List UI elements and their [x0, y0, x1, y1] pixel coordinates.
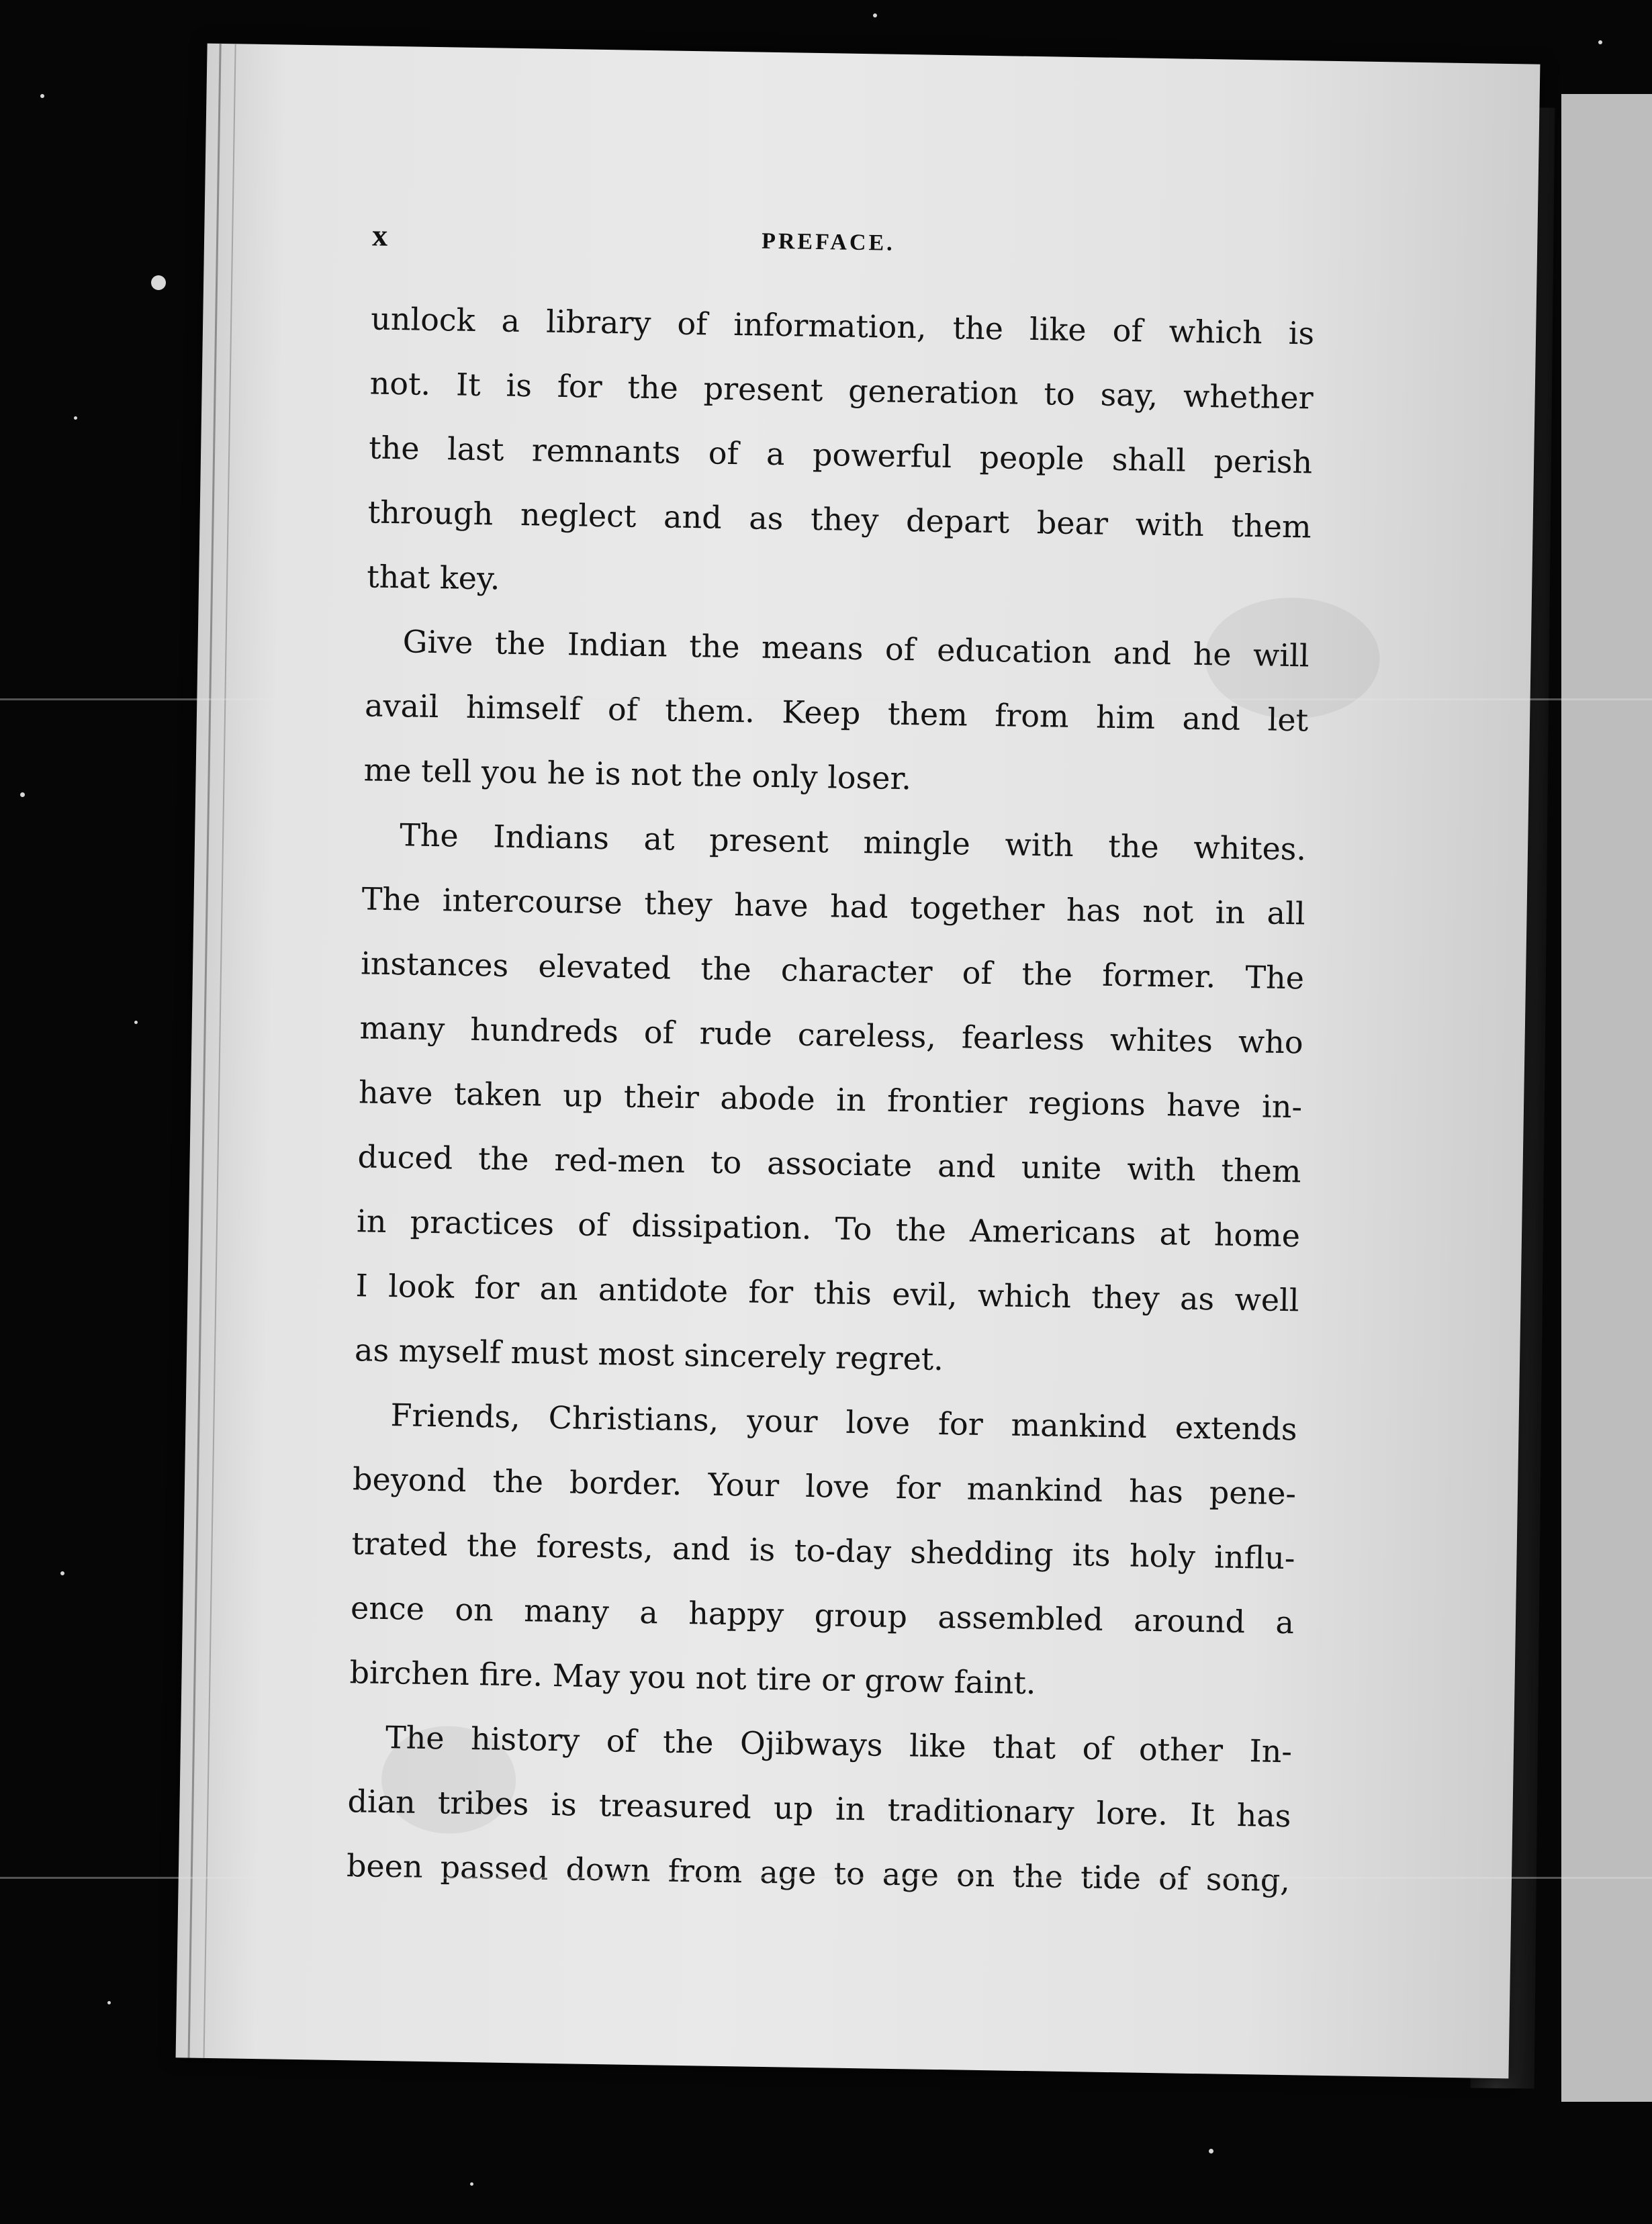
text-line: many hundreds of rude careless, fearless whites who: [359, 1009, 1303, 1061]
book-page: [176, 44, 1541, 2079]
text-line: me tell you he is not the only loser.: [363, 751, 912, 797]
adjacent-page-edge: [1561, 94, 1652, 2102]
text-line: avail himself of them. Keep them from him and let: [364, 687, 1309, 739]
text-line: The Indians at present mingle with the whites.: [399, 817, 1307, 868]
film-speck: [470, 2182, 473, 2186]
text-line: I look for an antidote for this evil, which they as well: [355, 1267, 1299, 1319]
text-line: in practices of dissipation. To the Americans at home: [356, 1203, 1301, 1254]
running-head: PREFACE.: [761, 228, 895, 256]
text-line: as myself must most sincerely regret.: [354, 1332, 944, 1378]
text-line: not. It is for the present generation to say, whether: [369, 365, 1314, 416]
text-line: been passed down from age to age on the tide of song,: [346, 1847, 1291, 1899]
text-line: the last remnants of a powerful people shall perish: [368, 429, 1313, 481]
page-binding-edge: [188, 44, 236, 2058]
text-line: have taken up their abode in frontier regions have in-: [358, 1074, 1303, 1125]
text-line: beyond the border. Your love for mankind has pene-: [352, 1461, 1297, 1512]
film-speck: [40, 94, 44, 98]
text-line: instances elevated the character of the former. The: [360, 945, 1305, 997]
paragraph: [366, 286, 1314, 623]
text-line: Friends, Christians, your love for mankind extends: [390, 1397, 1297, 1448]
paragraph: [363, 608, 1310, 817]
paragraph: [346, 1704, 1292, 1912]
film-speck: [873, 13, 877, 17]
film-speck: [74, 416, 77, 420]
page-header: [372, 217, 1380, 273]
text-line: trated the forests, and is to-day shedding its holy influ-: [351, 1525, 1295, 1577]
text-line: unlock a library of information, the like of which is: [370, 300, 1315, 352]
text-line: The intercourse they have had together has not in all: [361, 880, 1305, 932]
text-line: ence on many a happy group assembled around a: [350, 1589, 1295, 1641]
film-speck: [134, 1021, 138, 1024]
film-speck: [151, 275, 166, 290]
text-line: The history of the Ojibways like that of other In-: [385, 1719, 1293, 1770]
film-speck: [107, 2001, 111, 2004]
film-scratch-line: [0, 698, 1652, 700]
text-line: birchen fire. May you not tire or grow faint.: [349, 1654, 1036, 1702]
body-text: [346, 286, 1315, 1912]
film-speck: [60, 1571, 64, 1575]
text-line: dian tribes is treasured up in traditionary lore. It has: [347, 1783, 1291, 1835]
text-line: that key.: [366, 558, 500, 597]
text-line: duced the red-men to associate and unite with them: [357, 1138, 1301, 1190]
page-number: x: [371, 218, 388, 252]
film-scratch-line: [0, 1877, 1652, 1879]
film-speck: [1598, 40, 1602, 44]
paragraph: [349, 1382, 1297, 1719]
paragraph: [354, 802, 1306, 1397]
film-speck: [20, 792, 25, 797]
text-line: Give the Indian the means of education and he will: [402, 623, 1310, 674]
text-line: through neglect and as they depart bear with them: [367, 494, 1312, 545]
film-speck: [1209, 2149, 1213, 2153]
